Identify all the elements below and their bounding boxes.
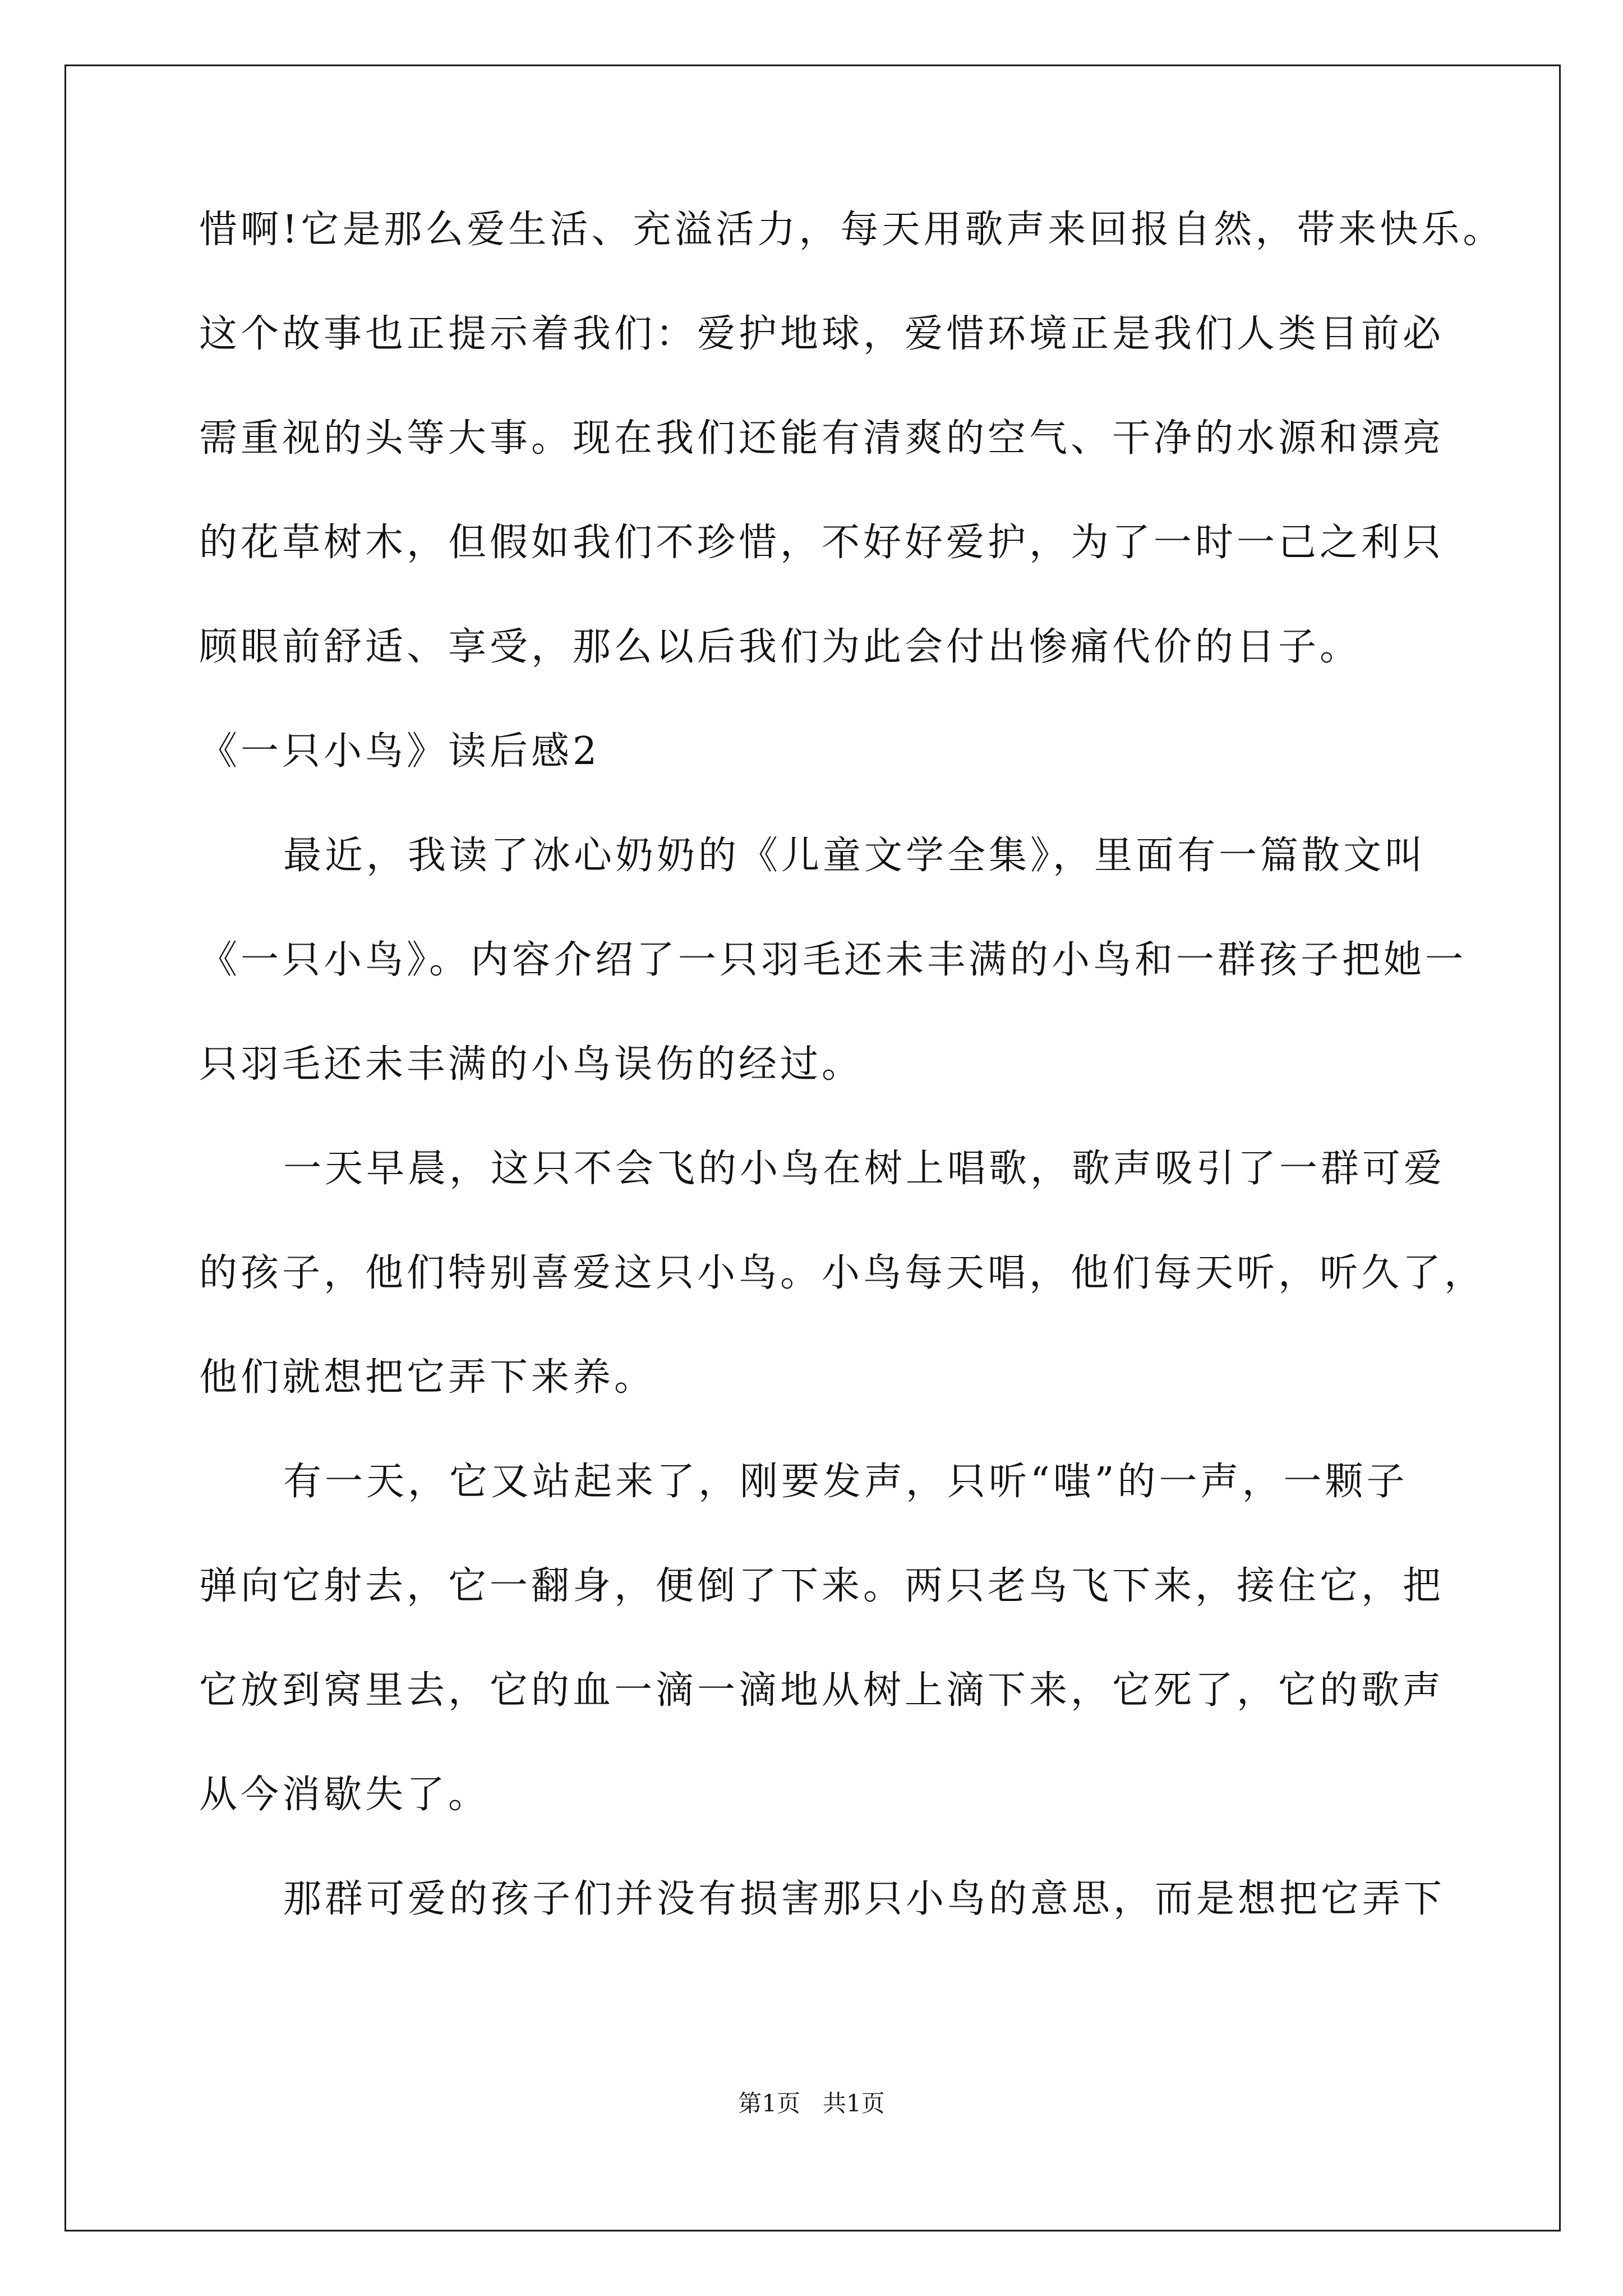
paragraph-start-line: 有一天，它又站起来了，刚要发声，只听“嗤”的一声，一颗子 bbox=[283, 1460, 1408, 1504]
text-line: 的孩子，他们特别喜爱这只小鸟。小鸟每天唱，他们每天听，听久了， bbox=[199, 1251, 1486, 1295]
page-number-total: 共1页 bbox=[823, 2090, 885, 2117]
paragraph-start-line: 最近，我读了冰心奶奶的《儿童文学全集》，里面有一篇散文叫 bbox=[283, 834, 1427, 878]
page-footer bbox=[0, 2090, 1623, 2118]
section-heading: 《一只小鸟》读后感2 bbox=[199, 729, 601, 774]
text-line: 只羽毛还未丰满的小鸟误伤的经过。 bbox=[199, 1042, 864, 1087]
text-line: 弹向它射去，它一翻身，便倒了下来。两只老鸟飞下来，接住它，把 bbox=[199, 1564, 1445, 1608]
text-line: 顾眼前舒适、享受，那么以后我们为此会付出惨痛代价的日子。 bbox=[199, 625, 1362, 669]
paragraph-start-line: 那群可爱的孩子们并没有损害那只小鸟的意思，而是想把它弄下 bbox=[283, 1877, 1446, 1921]
page-number-current: 第1页 bbox=[738, 2090, 800, 2117]
paragraph-start-line: 一天早晨，这只不会飞的小鸟在树上唱歌，歌声吸引了一群可爱 bbox=[283, 1147, 1446, 1191]
text-line: 它放到窝里去，它的血一滴一滴地从树上滴下来，它死了，它的歌声 bbox=[199, 1668, 1445, 1713]
text-line: 需重视的头等大事。现在我们还能有清爽的空气、干净的水源和漂亮 bbox=[199, 416, 1445, 461]
text-line: 的花草树木，但假如我们不珍惜，不好好爱护，为了一时一己之利只 bbox=[199, 521, 1445, 565]
text-line: 他们就想把它弄下来养。 bbox=[199, 1355, 656, 1400]
text-line: 这个故事也正提示着我们：爱护地球，爱惜环境正是我们人类目前必 bbox=[199, 312, 1445, 356]
text-line: 惜啊!它是那么爱生活、充溢活力，每天用歌声来回报自然，带来快乐。 bbox=[199, 208, 1505, 252]
text-line: 从今消歇失了。 bbox=[199, 1773, 490, 1817]
text-line: 《一只小鸟》。内容介绍了一只羽毛还未丰满的小鸟和一群孩子把她一 bbox=[199, 938, 1467, 982]
